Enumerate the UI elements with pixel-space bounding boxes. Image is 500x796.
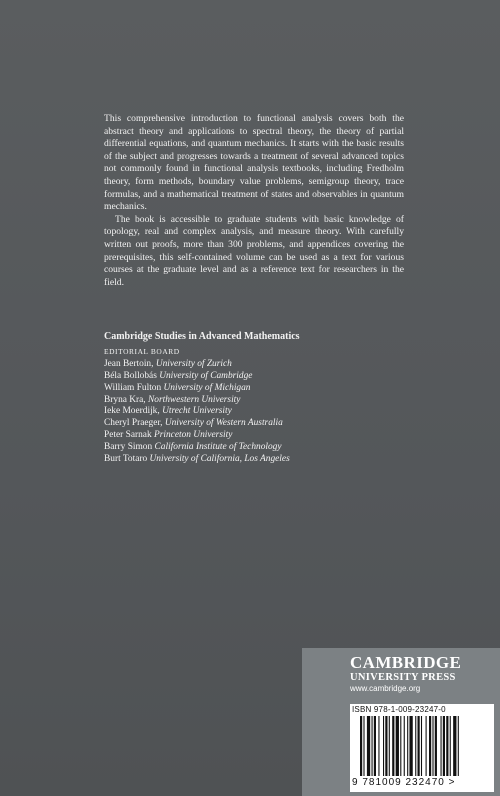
editorial-board-label: EDITORIAL BOARD [104, 346, 180, 356]
publisher-subname: UNIVERSITY PRESS [350, 672, 456, 683]
board-member: Burt Totaro University of California, Los Angeles [104, 454, 290, 465]
board-member: Peter Sarnak Princeton University [104, 430, 233, 441]
book-description [104, 113, 404, 289]
barcode-icon [360, 716, 488, 776]
barcode-box [350, 704, 494, 792]
board-member: Cheryl Praeger, University of Western Australia [104, 418, 283, 429]
board-member: Barry Simon California Institute of Technology [104, 442, 282, 453]
series-info [104, 331, 424, 466]
publisher-panel [302, 648, 500, 796]
description-paragraph-2: The book is accessible to graduate students with basic knowledge of topology, real and complex analysis, and measure theory. With carefully written out proofs, more than 300 problems, and appendices covering the prerequisites, this self-contained volume can be used as a text for various courses at the graduate level and as a reference text for researchers in the field. [104, 213, 404, 288]
editorial-board-list [104, 359, 424, 466]
isbn-text: ISBN 978-1-009-23247-0 [352, 705, 446, 714]
barcode-digits: 9 781009 232470 > [352, 777, 456, 788]
board-member: Ieke Moerdijk, Utrecht University [104, 406, 232, 417]
board-member: Jean Bertoin, University of Zurich [104, 358, 232, 369]
publisher-name: CAMBRIDGE [350, 653, 462, 672]
description-paragraph-1: This comprehensive introduction to functional analysis covers both the abstract theory and applications to spectral theory, the theory of partial differential equations, and quantum mechanics. It starts with the basic results of the subject and progresses towards a treatment of several advanced topics not commonly found in functional analysis textbooks, including Fredholm theory, form methods, boundary value problems, semigroup theory, trace formulas, and a mathematical treatment of states and observables in quantum mechanics. [104, 113, 404, 213]
board-member: William Fulton University of Michigan [104, 382, 251, 393]
board-member: Béla Bollobás University of Cambridge [104, 370, 253, 381]
board-member: Bryna Kra, Northwestern University [104, 394, 241, 405]
publisher-logo [350, 654, 461, 694]
publisher-url: www.cambridge.org [350, 684, 421, 693]
series-title: Cambridge Studies in Advanced Mathematics [104, 331, 300, 342]
